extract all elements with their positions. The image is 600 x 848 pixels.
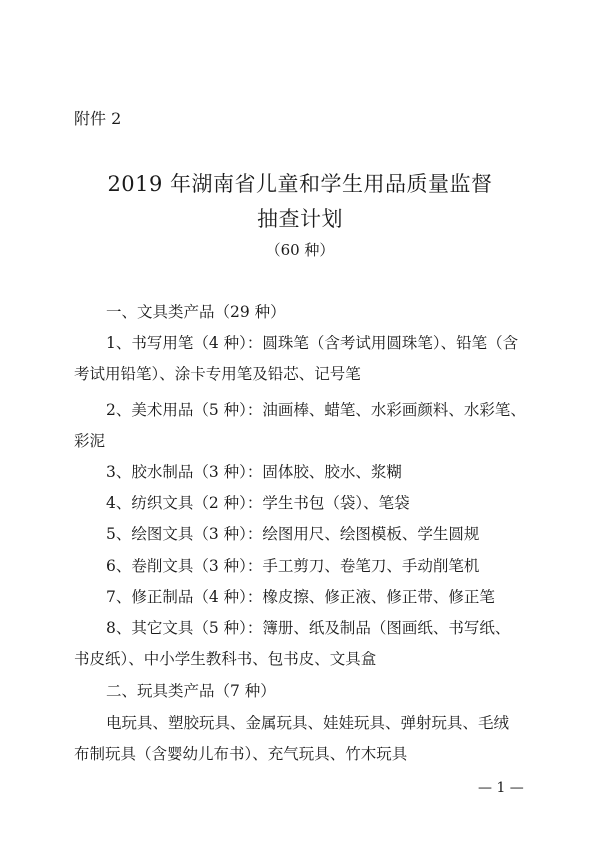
page-number: — 1 —	[478, 780, 524, 796]
body-line: 电玩具、塑胶玩具、金属玩具、娃娃玩具、弹射玩具、毛绒	[106, 714, 510, 732]
body-line: 4、纺织文具（2 种）：学生书包（袋）、笔袋	[106, 494, 410, 512]
body-line: 彩泥	[74, 432, 106, 450]
document-title-line-1: 2019 年湖南省儿童和学生用品质量监督	[107, 172, 493, 196]
body-line: 8、其它文具（5 种）：簿册、纸及制品（图画纸、书写纸、	[106, 619, 511, 637]
document-title-line-2: 抽查计划	[257, 207, 343, 231]
section-heading-stationery: 一、文具类产品（29 种）	[106, 303, 286, 321]
body-line: 5、绘图文具（3 种）：绘图用尺、绘图模板、学生圆规	[106, 525, 480, 543]
section-heading-toys: 二、玩具类产品（7 种）	[106, 682, 276, 700]
body-line: 6、卷削文具（3 种）：手工剪刀、卷笔刀、手动削笔机	[106, 557, 480, 575]
body-line: 书皮纸）、中小学生教科书、包书皮、文具盒	[74, 650, 377, 668]
body-line: 1、书写用笔（4 种）：圆珠笔（含考试用圆珠笔）、铅笔（含	[106, 334, 519, 352]
body-line: 考试用铅笔）、涂卡专用笔及铅芯、记号笔	[74, 365, 361, 383]
body-line: 2、美术用品（5 种）：油画棒、蜡笔、水彩画颜料、水彩笔、	[106, 401, 526, 419]
document-subtitle: （60 种）	[265, 241, 335, 259]
attachment-label: 附件 2	[74, 109, 122, 128]
body-line: 7、修正制品（4 种）：橡皮擦、修正液、修正带、修正笔	[106, 588, 495, 606]
body-line: 布制玩具（含婴幼儿布书）、充气玩具、竹木玩具	[74, 745, 408, 763]
body-line: 3、胶水制品（3 种）：固体胶、胶水、浆糊	[106, 463, 402, 481]
